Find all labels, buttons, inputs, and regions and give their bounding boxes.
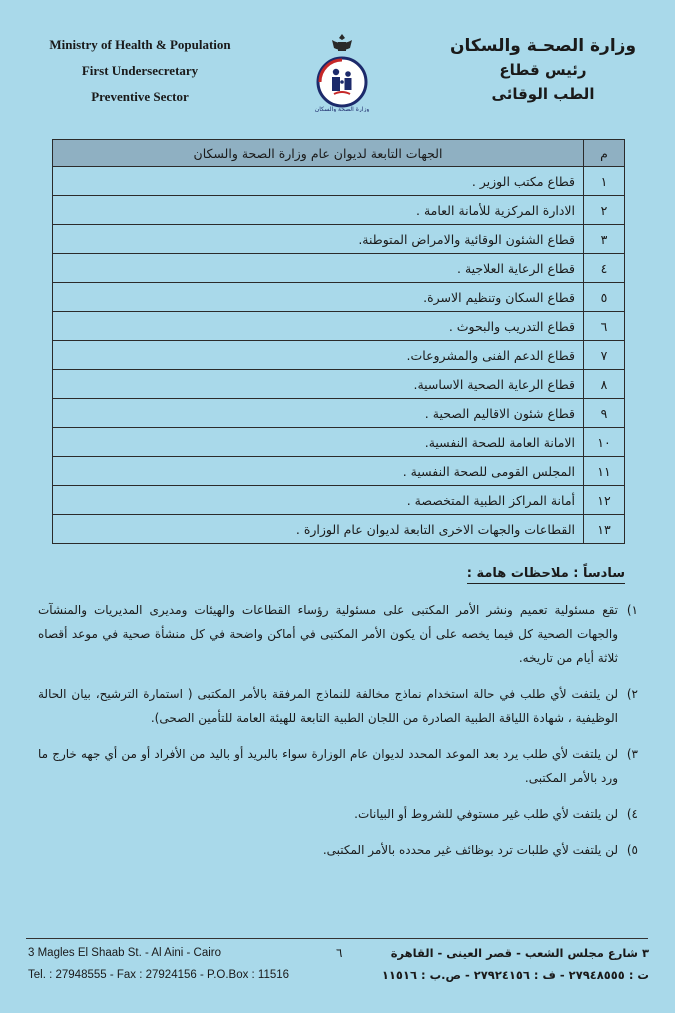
note-text: لن يلتفت لأي طلب غير مستوفي للشروط أو البيانات. [354,807,618,821]
footer-address-ar: ٣ شارع مجلس الشعب - قصر العينى - القاهرة [390,946,649,960]
row-text: الامانة العامة للصحة النفسية. [53,428,584,457]
ministry-logo-icon [306,32,378,112]
note-item [38,682,638,730]
row-text: قطاع مكتب الوزير . [53,167,584,196]
footer-contact-en: Tel. : 27948555 - Fax : 27924156 - P.O.Box : 11516 [28,969,290,981]
row-text: أمانة المراكز الطبية المتخصصة . [53,486,584,515]
footer-divider [26,938,648,939]
row-text: قطاع الرعاية العلاجية . [53,254,584,283]
note-item [38,598,638,670]
column-header-number: م [584,140,625,167]
undersecretary-en: First Undersecretary [81,63,199,78]
sector-ar: الطب الوقائى [491,85,595,103]
table-row [53,254,625,283]
note-item [38,802,638,826]
row-number: ١٠ [584,428,625,457]
row-number: ١٢ [584,486,625,515]
row-text: قطاع الشئون الوقائية والامراض المتوطنة. [53,225,584,254]
footer-contact-ar: ت : ٢٧٩٤٨٥٥٥ - ف : ٢٧٩٢٤١٥٦ - ص.ب : ١١٥١٦ [381,968,649,982]
table-row [53,457,625,486]
row-number: ١١ [584,457,625,486]
row-number: ٣ [584,225,625,254]
footer-address-en: 3 Magles El Shaab St. - Al Aini - Cairo [28,947,222,959]
table-row [53,167,625,196]
note-text: لن يلتفت لأي طلبات ترد بوظائف غير محدده بالأمر المكتبى. [322,843,618,857]
note-number: ٥) [626,843,638,857]
row-text: قطاع السكان وتنظيم الاسرة. [53,283,584,312]
row-text: قطاع الرعاية الصحية الاساسية. [53,370,584,399]
header-english [20,32,260,110]
sector-en: Preventive Sector [91,89,189,104]
table-row [53,428,625,457]
row-text: الادارة المركزية للأمانة العامة . [53,196,584,225]
note-text: لن يلتفت لأي طلب في حالة استخدام نماذج مخالفة للنماذج المرفقة بالأمر المكتبى ( استمارة الترشيح، بيان الحالة الوظيفية ، شهادة اللياقة الطبية الصادرة من اللجان الطبية التابعة للهيئة العامة للتأمين الصحى). [38,687,618,725]
row-number: ٥ [584,283,625,312]
note-number: ٤) [626,807,638,821]
notes-list [38,598,638,874]
row-number: ٩ [584,399,625,428]
ministry-name-en: Ministry of Health & Population [49,37,231,52]
table-row [53,399,625,428]
footer-arabic [382,942,649,986]
affiliates-table [52,139,625,544]
table-row [53,283,625,312]
page-number: ٦ [336,946,343,960]
header-arabic [433,34,653,106]
row-number: ٨ [584,370,625,399]
notes-title: سادساً : ملاحظات هامة : [467,566,625,584]
table-row [53,312,625,341]
row-text: قطاع الدعم الفنى والمشروعات. [53,341,584,370]
logo-caption: وزارة الصحة والسكان [314,106,370,112]
table-row [53,370,625,399]
row-text: القطاعات والجهات الاخرى التابعة لديوان عام الوزارة . [53,515,584,544]
note-number: ١) [626,603,638,617]
row-number: ٦ [584,312,625,341]
row-text: قطاع شئون الاقاليم الصحية . [53,399,584,428]
row-text: قطاع التدريب والبحوث . [53,312,584,341]
row-number: ٧ [584,341,625,370]
table-row [53,196,625,225]
row-number: ٢ [584,196,625,225]
table-row [53,225,625,254]
column-header-title: الجهات التابعة لديوان عام وزارة الصحة والسكان [53,140,584,167]
row-text: المجلس القومى للصحة النفسية . [53,457,584,486]
sector-head-ar: رئيس قطاع [499,61,587,79]
ministry-name-ar: وزارة الصحـة والسكان [449,36,637,56]
footer-english [28,942,289,986]
table-header-row [53,140,625,167]
note-text: تقع مسئولية تعميم ونشر الأمر المكتبى على مسئولية رؤساء القطاعات والهيئات ومديرى المديريات والمنشآت والجهات الصحية كل فيما يخصه على أن يكون الأمر المكتبى في أماكن واضحة في كل منشأة صحية في موعد أقصاه ثلاثة أيام من تاريخه. [38,603,618,665]
row-number: ١٣ [584,515,625,544]
row-number: ٤ [584,254,625,283]
note-text: لن يلتفت لأي طلب يرد بعد الموعد المحدد لديوان عام الوزارة سواء بالبريد أو باليد من الأفراد أو من أي جهه خارج ما ورد بالأمر المكتبى. [38,747,618,785]
note-number: ٣) [626,747,638,761]
table-row [53,486,625,515]
table-row [53,341,625,370]
note-item [38,838,638,862]
row-number: ١ [584,167,625,196]
table-row [53,515,625,544]
note-number: ٢) [626,687,638,701]
note-item [38,742,638,790]
